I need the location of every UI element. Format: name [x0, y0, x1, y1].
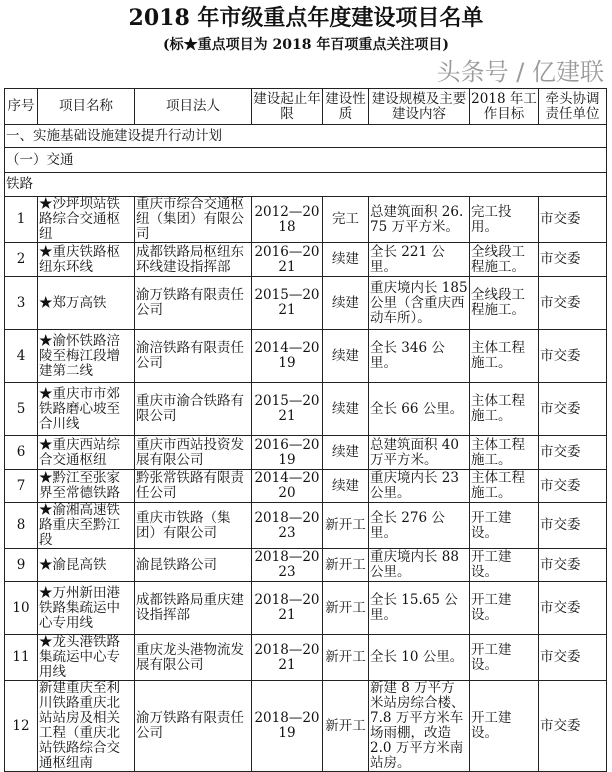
page-title: 2018 年市级重点年度建设项目名单: [128, 5, 484, 31]
work-target-2018: 主体工程施工。: [470, 436, 539, 470]
construction-period: 2015—2021: [252, 277, 323, 330]
row-number: 12: [5, 681, 38, 772]
construction-type: 新开工: [323, 503, 369, 549]
responsible-unit: 市交委: [539, 582, 607, 635]
responsible-unit: 市交委: [539, 503, 607, 549]
row-number: 7: [5, 470, 38, 503]
work-target-2018: 主体工程施工。: [470, 470, 539, 503]
project-name: ★龙头港铁路集疏运中心专用线: [38, 635, 135, 681]
header-cell: 序号: [5, 89, 38, 125]
construction-type: 续建: [323, 243, 369, 277]
project-legal-entity: 渝万铁路有限责任公司: [135, 681, 252, 772]
table-row: [5, 383, 607, 436]
responsible-unit: 市交委: [539, 635, 607, 681]
construction-period: 2015—2021: [252, 383, 323, 436]
header-cell: 建设规模及主要建设内容: [369, 89, 470, 125]
project-legal-entity: 重庆市综合交通枢纽（集团）有限公司: [135, 197, 252, 243]
header-cell: 项目名称: [38, 89, 135, 125]
project-legal-entity: 成都铁路局枢纽东环线建设指挥部: [135, 243, 252, 277]
work-target-2018: 完工投用。: [470, 197, 539, 243]
row-number: 6: [5, 436, 38, 470]
construction-period: 2018—2023: [252, 549, 323, 582]
project-name: ★渝昆高铁: [38, 549, 135, 582]
responsible-unit: 市交委: [539, 277, 607, 330]
row-number: 10: [5, 582, 38, 635]
construction-scope: 重庆境内长 23 公里。: [369, 470, 470, 503]
construction-period: 2018—2021: [252, 582, 323, 635]
row-number: 1: [5, 197, 38, 243]
construction-type: 续建: [323, 470, 369, 503]
construction-type: 新开工: [323, 582, 369, 635]
work-target-2018: 开工建设。: [470, 549, 539, 582]
work-target-2018: 开工建设。: [470, 582, 539, 635]
work-target-2018: 全线段工程施工。: [470, 277, 539, 330]
project-name: ★黔江至张家界至常德铁路: [38, 470, 135, 503]
responsible-unit: 市交委: [539, 330, 607, 383]
construction-scope: 新建 8 万平方米站房综合楼、7.8 万平方米车场雨棚，改造 2.0 万平方米南站房。: [369, 681, 470, 772]
header-cell: 项目法人: [135, 89, 252, 125]
table-row: [5, 549, 607, 582]
project-legal-entity: 重庆市西站投资发展有限公司: [135, 436, 252, 470]
construction-scope: 总建筑面积 26.75 万平方米。: [369, 197, 470, 243]
project-name: ★重庆市市郊铁路磨心坡至合川线: [38, 383, 135, 436]
table-header-row: [5, 89, 607, 125]
construction-type: 续建: [323, 383, 369, 436]
responsible-unit: 市交委: [539, 436, 607, 470]
construction-scope: 全长 15.65 公里。: [369, 582, 470, 635]
construction-scope: 全长 221 公里。: [369, 243, 470, 277]
watermark: 头条号 / 亿建联: [436, 58, 604, 86]
project-name: ★郑万高铁: [38, 277, 135, 330]
project-legal-entity: 渝昆铁路公司: [135, 549, 252, 582]
work-target-2018: 全线段工程施工。: [470, 243, 539, 277]
section-row: [5, 125, 607, 148]
table-row: [5, 277, 607, 330]
responsible-unit: 市交委: [539, 470, 607, 503]
project-name: ★重庆铁路枢纽东环线: [38, 243, 135, 277]
construction-scope: 全长 276 公里。: [369, 503, 470, 549]
project-legal-entity: 黔张常铁路有限责任公司: [135, 470, 252, 503]
project-legal-entity: 成都铁路局重庆建设指挥部: [135, 582, 252, 635]
project-legal-entity: 渝涪铁路有限责任公司: [135, 330, 252, 383]
project-name: ★万州新田港铁路集疏运中心专用线: [38, 582, 135, 635]
work-target-2018: 开工建设。: [470, 503, 539, 549]
construction-period: 2018—2021: [252, 635, 323, 681]
table-row: [5, 330, 607, 383]
work-target-2018: 开工建设。: [470, 635, 539, 681]
section-row: [5, 148, 607, 173]
construction-period: 2016—2019: [252, 436, 323, 470]
construction-scope: 重庆境内长 185 公里（含重庆西动车所）。: [369, 277, 470, 330]
row-number: 2: [5, 243, 38, 277]
responsible-unit: 市交委: [539, 681, 607, 772]
table-row: [5, 436, 607, 470]
row-number: 9: [5, 549, 38, 582]
row-number: 8: [5, 503, 38, 549]
construction-scope: 全长 66 公里。: [369, 383, 470, 436]
header-cell: 建设起止年限: [252, 89, 323, 125]
section-row: [5, 173, 607, 197]
construction-scope: 总建筑面积 40 万平方米。: [369, 436, 470, 470]
project-name: ★沙坪坝站铁路综合交通枢纽: [38, 197, 135, 243]
construction-type: 新开工: [323, 681, 369, 772]
project-legal-entity: 重庆市渝合铁路有限公司: [135, 383, 252, 436]
project-name: ★重庆西站综合交通枢纽: [38, 436, 135, 470]
project-legal-entity: 渝万铁路有限责任公司: [135, 277, 252, 330]
project-legal-entity: 重庆市铁路（集团）有限公司: [135, 503, 252, 549]
page-subtitle: (标★重点项目为 2018 年百项重点关注项目): [163, 37, 449, 53]
project-name: 新建重庆至利川铁路重庆北站站房及相关工程（重庆北站铁路综合交通枢纽南: [38, 681, 135, 772]
responsible-unit: 市交委: [539, 243, 607, 277]
row-number: 5: [5, 383, 38, 436]
construction-period: 2012—2018: [252, 197, 323, 243]
table-row: [5, 582, 607, 635]
table-row: [5, 197, 607, 243]
header-cell: 牵头协调责任单位: [539, 89, 607, 125]
project-name: ★渝湘高速铁路重庆至黔江段: [38, 503, 135, 549]
responsible-unit: 市交委: [539, 197, 607, 243]
category-heading: 铁路: [5, 173, 607, 197]
work-target-2018: 主体工程施工。: [470, 330, 539, 383]
construction-type: 完工: [323, 197, 369, 243]
construction-period: 2016—2021: [252, 243, 323, 277]
project-table: [4, 88, 607, 772]
project-name: ★渝怀铁路涪陵至梅江段增建第二线: [38, 330, 135, 383]
construction-scope: 全长 10 公里。: [369, 635, 470, 681]
row-number: 4: [5, 330, 38, 383]
row-number: 11: [5, 635, 38, 681]
construction-type: 续建: [323, 330, 369, 383]
construction-type: 新开工: [323, 635, 369, 681]
construction-period: 2018—2023: [252, 503, 323, 549]
subsection-heading: （一）交通: [5, 148, 607, 173]
construction-period: 2014—2019: [252, 330, 323, 383]
header-cell: 2018 年工作目标: [470, 89, 539, 125]
header-cell: 建设性质: [323, 89, 369, 125]
responsible-unit: 市交委: [539, 549, 607, 582]
construction-type: 续建: [323, 277, 369, 330]
table-row: [5, 470, 607, 503]
responsible-unit: 市交委: [539, 383, 607, 436]
construction-period: 2018—2019: [252, 681, 323, 772]
table-row: [5, 503, 607, 549]
section-heading: 一、实施基础设施建设提升行动计划: [5, 125, 607, 148]
project-legal-entity: 重庆龙头港物流发展有限公司: [135, 635, 252, 681]
table-row: [5, 243, 607, 277]
work-target-2018: 开工建设。: [470, 681, 539, 772]
construction-scope: 重庆境内长 88 公里。: [369, 549, 470, 582]
construction-type: 续建: [323, 436, 369, 470]
construction-period: 2014—2020: [252, 470, 323, 503]
construction-type: 新开工: [323, 549, 369, 582]
construction-scope: 全长 346 公里。: [369, 330, 470, 383]
table-row: [5, 635, 607, 681]
work-target-2018: 主体工程施工。: [470, 383, 539, 436]
row-number: 3: [5, 277, 38, 330]
